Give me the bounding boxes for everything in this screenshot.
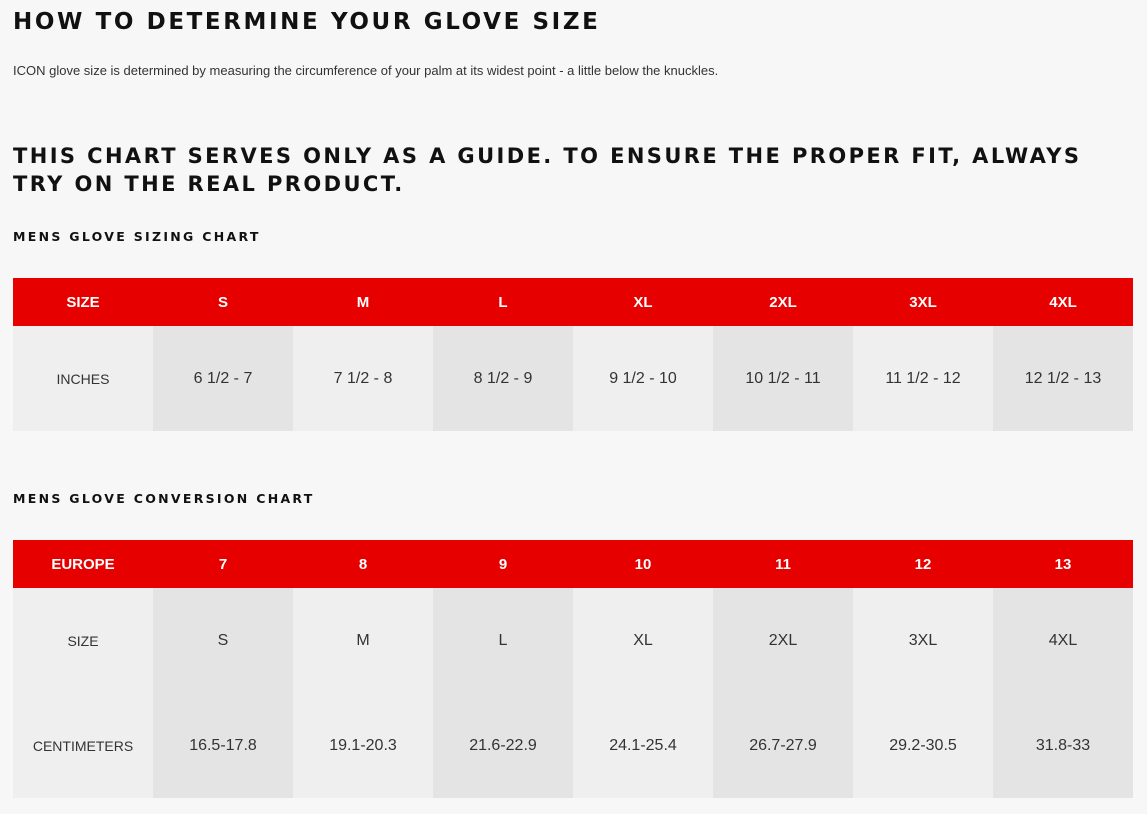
table-cell: 2XL [713,588,853,693]
header-cell: 3XL [853,278,993,326]
table-cell: 12 1/2 - 13 [993,326,1133,431]
header-cell: S [153,278,293,326]
row-label: INCHES [13,326,153,431]
table-row [13,693,1133,798]
table-cell: 7 1/2 - 8 [293,326,433,431]
conversion-chart-title: MENS GLOVE CONVERSION CHART [13,491,315,506]
header-cell: 10 [573,540,713,588]
row-label: CENTIMETERS [13,693,153,798]
table-cell: L [433,588,573,693]
table-cell: S [153,588,293,693]
table-cell: 11 1/2 - 12 [853,326,993,431]
header-cell: 9 [433,540,573,588]
table-cell: M [293,588,433,693]
table-cell: 29.2-30.5 [853,693,993,798]
table-cell: 4XL [993,588,1133,693]
page-title: HOW TO DETERMINE YOUR GLOVE SIZE [13,9,601,35]
table-cell: 10 1/2 - 11 [713,326,853,431]
table-cell: 8 1/2 - 9 [433,326,573,431]
table-cell: 31.8-33 [993,693,1133,798]
table-cell: 6 1/2 - 7 [153,326,293,431]
sizing-header-row [13,278,1133,326]
conversion-header-row [13,540,1133,588]
table-cell: 24.1-25.4 [573,693,713,798]
header-cell: M [293,278,433,326]
header-cell: SIZE [13,278,153,326]
header-cell: 2XL [713,278,853,326]
table-cell: XL [573,588,713,693]
table-cell: 9 1/2 - 10 [573,326,713,431]
header-cell: EUROPE [13,540,153,588]
sizing-chart-title: MENS GLOVE SIZING CHART [13,229,261,244]
table-row [13,326,1133,431]
table-cell: 3XL [853,588,993,693]
table-cell: 19.1-20.3 [293,693,433,798]
header-cell: 12 [853,540,993,588]
header-cell: 11 [713,540,853,588]
conversion-chart-table [13,540,1133,798]
sizing-chart-table [13,278,1133,431]
table-cell: 26.7-27.9 [713,693,853,798]
row-label: SIZE [13,588,153,693]
intro-text: ICON glove size is determined by measuring the circumference of your palm at its widest point - a little below the knuckles. [13,63,719,78]
table-row [13,588,1133,693]
header-cell: XL [573,278,713,326]
table-cell: 16.5-17.8 [153,693,293,798]
table-cell: 21.6-22.9 [433,693,573,798]
guide-disclaimer: THIS CHART SERVES ONLY AS A GUIDE. TO ENSURE THE PROPER FIT, ALWAYS TRY ON THE REAL PRODUCT. [13,144,1082,196]
header-cell: 7 [153,540,293,588]
header-cell: 13 [993,540,1133,588]
header-cell: L [433,278,573,326]
header-cell: 8 [293,540,433,588]
header-cell: 4XL [993,278,1133,326]
